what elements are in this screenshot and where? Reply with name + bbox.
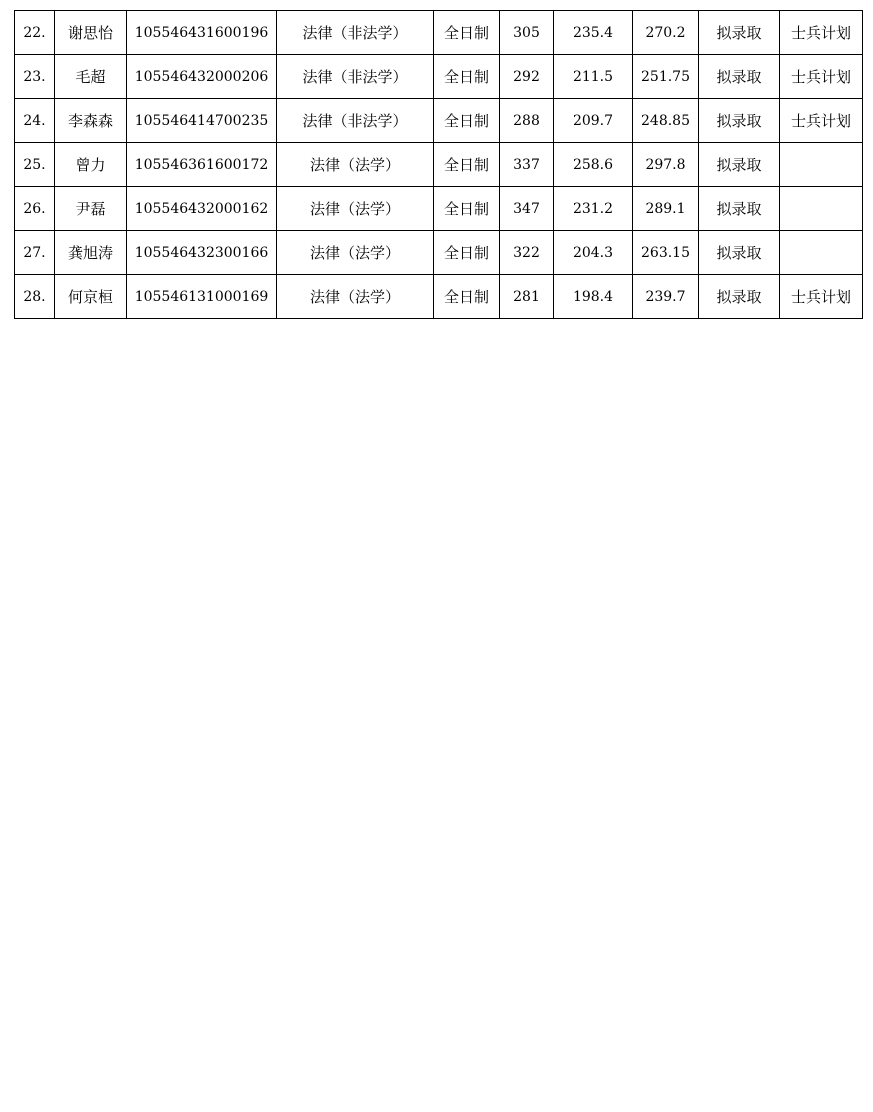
retest-score: 198.4 — [554, 275, 633, 319]
admission-status: 拟录取 — [699, 187, 780, 231]
row-number: 23. — [15, 55, 55, 99]
table-row — [15, 99, 863, 143]
study-mode: 全日制 — [434, 275, 500, 319]
remark — [780, 231, 863, 275]
total-score: 297.8 — [633, 143, 699, 187]
admission-status: 拟录取 — [699, 55, 780, 99]
study-mode: 全日制 — [434, 55, 500, 99]
study-mode: 全日制 — [434, 143, 500, 187]
table-row — [15, 143, 863, 187]
retest-score: 231.2 — [554, 187, 633, 231]
row-number: 24. — [15, 99, 55, 143]
major: 法律（法学） — [277, 231, 434, 275]
candidate-name: 何京桓 — [55, 275, 127, 319]
candidate-name: 李森森 — [55, 99, 127, 143]
prelim-score: 337 — [500, 143, 554, 187]
admission-status: 拟录取 — [699, 143, 780, 187]
candidate-name: 谢思怡 — [55, 11, 127, 55]
candidate-id: 105546432000162 — [127, 187, 277, 231]
candidate-id: 105546432000206 — [127, 55, 277, 99]
candidate-id: 105546432300166 — [127, 231, 277, 275]
major: 法律（非法学） — [277, 55, 434, 99]
total-score: 289.1 — [633, 187, 699, 231]
remark: 士兵计划 — [780, 55, 863, 99]
retest-score: 235.4 — [554, 11, 633, 55]
retest-score: 258.6 — [554, 143, 633, 187]
candidate-name: 龚旭涛 — [55, 231, 127, 275]
study-mode: 全日制 — [434, 99, 500, 143]
remark: 士兵计划 — [780, 11, 863, 55]
major: 法律（非法学） — [277, 99, 434, 143]
table-row — [15, 55, 863, 99]
total-score: 270.2 — [633, 11, 699, 55]
major: 法律（法学） — [277, 275, 434, 319]
prelim-score: 322 — [500, 231, 554, 275]
admission-table — [14, 10, 863, 319]
remark — [780, 143, 863, 187]
table-row — [15, 187, 863, 231]
candidate-name: 毛超 — [55, 55, 127, 99]
total-score: 251.75 — [633, 55, 699, 99]
table-row — [15, 275, 863, 319]
major: 法律（非法学） — [277, 11, 434, 55]
total-score: 248.85 — [633, 99, 699, 143]
retest-score: 209.7 — [554, 99, 633, 143]
prelim-score: 292 — [500, 55, 554, 99]
total-score: 239.7 — [633, 275, 699, 319]
remark — [780, 187, 863, 231]
admission-status: 拟录取 — [699, 99, 780, 143]
table-row — [15, 231, 863, 275]
admission-status: 拟录取 — [699, 275, 780, 319]
candidate-id: 105546131000169 — [127, 275, 277, 319]
admission-status: 拟录取 — [699, 11, 780, 55]
candidate-id: 105546431600196 — [127, 11, 277, 55]
row-number: 26. — [15, 187, 55, 231]
remark: 士兵计划 — [780, 275, 863, 319]
study-mode: 全日制 — [434, 11, 500, 55]
row-number: 27. — [15, 231, 55, 275]
table-body — [15, 11, 863, 319]
major: 法律（法学） — [277, 143, 434, 187]
retest-score: 204.3 — [554, 231, 633, 275]
prelim-score: 305 — [500, 11, 554, 55]
study-mode: 全日制 — [434, 231, 500, 275]
candidate-id: 105546414700235 — [127, 99, 277, 143]
prelim-score: 281 — [500, 275, 554, 319]
candidate-name: 曾力 — [55, 143, 127, 187]
row-number: 22. — [15, 11, 55, 55]
candidate-id: 105546361600172 — [127, 143, 277, 187]
study-mode: 全日制 — [434, 187, 500, 231]
major: 法律（法学） — [277, 187, 434, 231]
prelim-score: 288 — [500, 99, 554, 143]
retest-score: 211.5 — [554, 55, 633, 99]
prelim-score: 347 — [500, 187, 554, 231]
candidate-name: 尹磊 — [55, 187, 127, 231]
total-score: 263.15 — [633, 231, 699, 275]
row-number: 28. — [15, 275, 55, 319]
table-row — [15, 11, 863, 55]
remark: 士兵计划 — [780, 99, 863, 143]
row-number: 25. — [15, 143, 55, 187]
admission-status: 拟录取 — [699, 231, 780, 275]
